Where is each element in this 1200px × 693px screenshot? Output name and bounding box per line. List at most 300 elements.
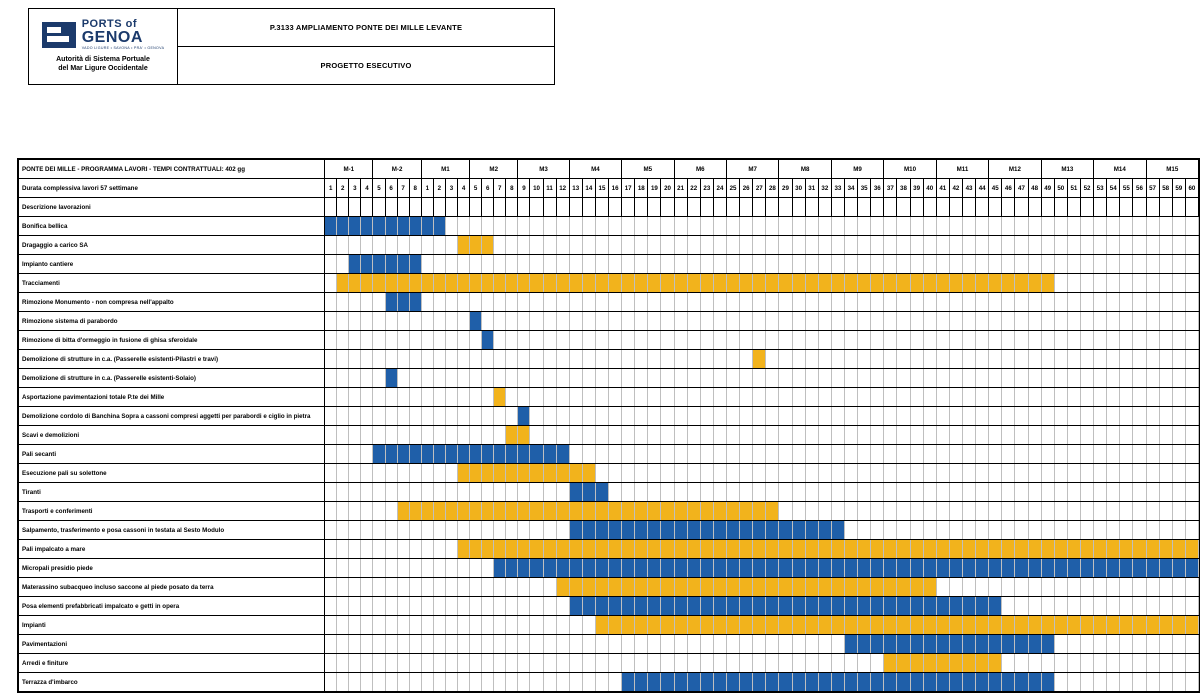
gantt-empty-cell	[674, 350, 687, 369]
gantt-empty-cell	[1146, 597, 1159, 616]
gantt-bar-cell	[727, 616, 740, 635]
gantt-empty-cell	[1133, 236, 1146, 255]
gantt-empty-cell	[1172, 312, 1185, 331]
gantt-bar-cell	[582, 274, 595, 293]
gantt-empty-cell	[1054, 274, 1067, 293]
gantt-empty-cell	[506, 217, 518, 236]
gantt-empty-cell	[962, 350, 975, 369]
section-cell	[543, 198, 556, 217]
gantt-bar-cell	[445, 274, 457, 293]
gantt-bar-cell	[595, 521, 608, 540]
gantt-task-row[interactable]	[19, 407, 1199, 426]
gantt-empty-cell	[433, 388, 445, 407]
gantt-bar-cell	[1054, 559, 1067, 578]
gantt-empty-cell	[1107, 407, 1120, 426]
gantt-bar-cell	[1133, 616, 1146, 635]
gantt-empty-cell	[622, 654, 635, 673]
gantt-empty-cell	[506, 635, 518, 654]
section-cell	[445, 198, 457, 217]
gantt-empty-cell	[661, 236, 674, 255]
gantt-empty-cell	[1159, 521, 1172, 540]
gantt-bar-cell	[482, 331, 494, 350]
gantt-empty-cell	[674, 217, 687, 236]
gantt-empty-cell	[470, 407, 482, 426]
gantt-task-row[interactable]	[19, 293, 1199, 312]
gantt-bar-cell	[818, 521, 831, 540]
gantt-empty-cell	[1094, 293, 1107, 312]
gantt-empty-cell	[1080, 654, 1093, 673]
gantt-empty-cell	[740, 483, 753, 502]
gantt-empty-cell	[385, 426, 397, 445]
gantt-empty-cell	[753, 426, 766, 445]
gantt-empty-cell	[1067, 369, 1080, 388]
gantt-empty-cell	[385, 578, 397, 597]
week-header: 49	[1041, 179, 1054, 198]
gantt-empty-cell	[582, 654, 595, 673]
gantt-empty-cell	[421, 369, 433, 388]
gantt-task-row[interactable]	[19, 578, 1199, 597]
gantt-empty-cell	[805, 331, 818, 350]
gantt-empty-cell	[884, 236, 897, 255]
gantt-bar-cell	[609, 540, 622, 559]
gantt-empty-cell	[1080, 502, 1093, 521]
gantt-bar-cell	[700, 521, 713, 540]
gantt-empty-cell	[687, 331, 700, 350]
gantt-empty-cell	[445, 426, 457, 445]
gantt-bar-cell	[458, 540, 470, 559]
month-header: M11	[936, 160, 988, 179]
gantt-bar-cell	[989, 559, 1002, 578]
gantt-bar-cell	[609, 559, 622, 578]
gantt-empty-cell	[818, 293, 831, 312]
gantt-empty-cell	[445, 369, 457, 388]
gantt-bar-cell	[661, 673, 674, 692]
gantt-empty-cell	[482, 293, 494, 312]
gantt-empty-cell	[661, 407, 674, 426]
gantt-bar-cell	[831, 559, 844, 578]
gantt-task-row[interactable]	[19, 388, 1199, 407]
gantt-empty-cell	[609, 673, 622, 692]
gantt-empty-cell	[409, 236, 421, 255]
gantt-bar-cell	[397, 445, 409, 464]
gantt-empty-cell	[556, 654, 569, 673]
gantt-empty-cell	[518, 673, 530, 692]
gantt-empty-cell	[1041, 597, 1054, 616]
gantt-empty-cell	[700, 255, 713, 274]
gantt-empty-cell	[1028, 331, 1041, 350]
gantt-empty-cell	[792, 350, 805, 369]
gantt-empty-cell	[1120, 217, 1133, 236]
gantt-empty-cell	[923, 388, 936, 407]
gantt-empty-cell	[1041, 654, 1054, 673]
week-header: 1	[421, 179, 433, 198]
gantt-empty-cell	[700, 635, 713, 654]
gantt-empty-cell	[844, 407, 857, 426]
gantt-empty-cell	[397, 407, 409, 426]
gantt-empty-cell	[1133, 331, 1146, 350]
gantt-empty-cell	[740, 426, 753, 445]
gantt-empty-cell	[884, 331, 897, 350]
gantt-bar-cell	[445, 445, 457, 464]
gantt-bar-cell	[949, 673, 962, 692]
gantt-empty-cell	[1107, 255, 1120, 274]
gantt-task-row[interactable]	[19, 502, 1199, 521]
gantt-bar-cell	[530, 445, 543, 464]
gantt-bar-cell	[470, 236, 482, 255]
gantt-bar-cell	[494, 464, 506, 483]
gantt-task-row[interactable]	[19, 616, 1199, 635]
gantt-empty-cell	[753, 255, 766, 274]
gantt-empty-cell	[361, 293, 373, 312]
gantt-task-row[interactable]	[19, 635, 1199, 654]
gantt-empty-cell	[458, 559, 470, 578]
section-cell	[1120, 198, 1133, 217]
gantt-empty-cell	[1028, 483, 1041, 502]
gantt-task-row[interactable]	[19, 312, 1199, 331]
gantt-empty-cell	[871, 350, 884, 369]
gantt-empty-cell	[1015, 369, 1028, 388]
gantt-empty-cell	[556, 521, 569, 540]
gantt-empty-cell	[753, 407, 766, 426]
gantt-empty-cell	[543, 255, 556, 274]
gantt-bar-cell	[910, 559, 923, 578]
section-cell	[1015, 198, 1028, 217]
gantt-empty-cell	[1028, 654, 1041, 673]
gantt-empty-cell	[1054, 312, 1067, 331]
week-header: 19	[648, 179, 661, 198]
gantt-empty-cell	[569, 445, 582, 464]
gantt-empty-cell	[1015, 350, 1028, 369]
section-label: Descrizione lavorazioni	[19, 198, 325, 217]
gantt-empty-cell	[433, 616, 445, 635]
gantt-empty-cell	[361, 236, 373, 255]
gantt-empty-cell	[373, 654, 385, 673]
gantt-empty-cell	[1094, 521, 1107, 540]
gantt-bar-cell	[897, 635, 910, 654]
gantt-empty-cell	[1015, 502, 1028, 521]
gantt-empty-cell	[1067, 578, 1080, 597]
gantt-empty-cell	[779, 350, 792, 369]
gantt-bar-cell	[753, 578, 766, 597]
project-title: P.3133 AMPLIAMENTO PONTE DEI MILLE LEVANTE	[178, 9, 554, 47]
gantt-empty-cell	[445, 293, 457, 312]
section-cell	[397, 198, 409, 217]
gantt-empty-cell	[556, 312, 569, 331]
gantt-bar-cell	[582, 578, 595, 597]
logo-ports-text: PORTS of	[81, 18, 138, 31]
gantt-empty-cell	[1067, 293, 1080, 312]
gantt-empty-cell	[648, 388, 661, 407]
gantt-empty-cell	[569, 255, 582, 274]
logo-cell	[29, 9, 178, 84]
gantt-empty-cell	[397, 483, 409, 502]
gantt-bar-cell	[458, 445, 470, 464]
gantt-bar-cell	[884, 597, 897, 616]
task-label: Tracciamenti	[19, 274, 325, 293]
gantt-empty-cell	[962, 293, 975, 312]
gantt-empty-cell	[989, 350, 1002, 369]
gantt-table	[18, 159, 1199, 692]
task-label: Bonifica bellica	[19, 217, 325, 236]
gantt-empty-cell	[1159, 426, 1172, 445]
gantt-empty-cell	[1015, 331, 1028, 350]
gantt-empty-cell	[582, 350, 595, 369]
week-header: 59	[1172, 179, 1185, 198]
gantt-empty-cell	[976, 407, 989, 426]
task-label: Rimozione Monumento - non compresa nell'appalto	[19, 293, 325, 312]
section-cell	[609, 198, 622, 217]
section-cell	[421, 198, 433, 217]
gantt-empty-cell	[1120, 464, 1133, 483]
gantt-empty-cell	[700, 464, 713, 483]
gantt-empty-cell	[1146, 502, 1159, 521]
gantt-task-row[interactable]	[19, 673, 1199, 692]
section-cell	[727, 198, 740, 217]
gantt-empty-cell	[923, 350, 936, 369]
gantt-empty-cell	[1133, 673, 1146, 692]
gantt-bar-cell	[923, 559, 936, 578]
gantt-empty-cell	[349, 312, 361, 331]
gantt-empty-cell	[582, 293, 595, 312]
gantt-empty-cell	[470, 217, 482, 236]
gantt-task-row[interactable]	[19, 654, 1199, 673]
gantt-empty-cell	[1067, 597, 1080, 616]
section-cell	[1080, 198, 1093, 217]
gantt-bar-cell	[349, 274, 361, 293]
gantt-empty-cell	[543, 369, 556, 388]
gantt-empty-cell	[923, 369, 936, 388]
gantt-empty-cell	[569, 673, 582, 692]
gantt-bar-cell	[661, 559, 674, 578]
gantt-empty-cell	[936, 331, 949, 350]
gantt-empty-cell	[910, 464, 923, 483]
gantt-empty-cell	[989, 217, 1002, 236]
gantt-empty-cell	[831, 635, 844, 654]
gantt-empty-cell	[897, 502, 910, 521]
gantt-bar-cell	[1185, 616, 1198, 635]
gantt-empty-cell	[373, 388, 385, 407]
gantt-empty-cell	[1067, 635, 1080, 654]
gantt-task-row[interactable]	[19, 236, 1199, 255]
gantt-empty-cell	[1067, 464, 1080, 483]
gantt-empty-cell	[397, 388, 409, 407]
gantt-bar-cell	[753, 559, 766, 578]
gantt-empty-cell	[482, 578, 494, 597]
gantt-empty-cell	[674, 293, 687, 312]
week-header: 27	[753, 179, 766, 198]
gantt-empty-cell	[445, 597, 457, 616]
week-header: 36	[871, 179, 884, 198]
gantt-empty-cell	[530, 255, 543, 274]
gantt-empty-cell	[1172, 236, 1185, 255]
month-header: M15	[1146, 160, 1199, 179]
ports-logo-icon	[42, 22, 76, 48]
gantt-task-row[interactable]	[19, 521, 1199, 540]
gantt-task-row[interactable]	[19, 464, 1199, 483]
week-header: 44	[976, 179, 989, 198]
gantt-empty-cell	[494, 293, 506, 312]
gantt-empty-cell	[595, 635, 608, 654]
gantt-empty-cell	[1172, 578, 1185, 597]
gantt-empty-cell	[1054, 578, 1067, 597]
gantt-empty-cell	[582, 369, 595, 388]
gantt-empty-cell	[713, 293, 726, 312]
gantt-empty-cell	[648, 635, 661, 654]
gantt-bar-cell	[1067, 616, 1080, 635]
gantt-empty-cell	[818, 502, 831, 521]
gantt-empty-cell	[1133, 293, 1146, 312]
gantt-empty-cell	[1120, 426, 1133, 445]
gantt-empty-cell	[766, 255, 779, 274]
gantt-bar-cell	[595, 483, 608, 502]
gantt-empty-cell	[518, 635, 530, 654]
gantt-empty-cell	[421, 255, 433, 274]
gantt-bar-cell	[622, 673, 635, 692]
gantt-empty-cell	[1172, 369, 1185, 388]
gantt-empty-cell	[923, 445, 936, 464]
gantt-empty-cell	[543, 388, 556, 407]
gantt-empty-cell	[1146, 445, 1159, 464]
gantt-empty-cell	[349, 350, 361, 369]
gantt-empty-cell	[805, 654, 818, 673]
gantt-empty-cell	[897, 217, 910, 236]
gantt-task-row[interactable]	[19, 274, 1199, 293]
gantt-empty-cell	[421, 236, 433, 255]
gantt-empty-cell	[1146, 483, 1159, 502]
gantt-empty-cell	[325, 464, 337, 483]
gantt-empty-cell	[530, 616, 543, 635]
gantt-empty-cell	[844, 426, 857, 445]
gantt-empty-cell	[687, 407, 700, 426]
gantt-empty-cell	[871, 236, 884, 255]
gantt-empty-cell	[687, 236, 700, 255]
gantt-empty-cell	[792, 426, 805, 445]
gantt-empty-cell	[766, 369, 779, 388]
section-cell	[361, 198, 373, 217]
gantt-bar-cell	[779, 540, 792, 559]
gantt-bar-cell	[831, 521, 844, 540]
gantt-empty-cell	[582, 426, 595, 445]
gantt-empty-cell	[409, 331, 421, 350]
gantt-empty-cell	[805, 369, 818, 388]
gantt-empty-cell	[740, 654, 753, 673]
gantt-empty-cell	[1107, 445, 1120, 464]
gantt-empty-cell	[458, 312, 470, 331]
gantt-empty-cell	[687, 293, 700, 312]
gantt-bar-cell	[687, 274, 700, 293]
gantt-task-row[interactable]	[19, 255, 1199, 274]
gantt-task-row[interactable]	[19, 559, 1199, 578]
gantt-task-row[interactable]	[19, 350, 1199, 369]
week-header: 13	[569, 179, 582, 198]
gantt-empty-cell	[858, 331, 871, 350]
gantt-bar-cell	[622, 540, 635, 559]
gantt-empty-cell	[831, 426, 844, 445]
gantt-empty-cell	[1041, 502, 1054, 521]
gantt-empty-cell	[805, 388, 818, 407]
gantt-empty-cell	[1080, 464, 1093, 483]
gantt-bar-cell	[871, 274, 884, 293]
section-cell	[409, 198, 421, 217]
week-header: 41	[936, 179, 949, 198]
gantt-task-row[interactable]	[19, 331, 1199, 350]
gantt-bar-cell	[753, 540, 766, 559]
gantt-empty-cell	[373, 635, 385, 654]
gantt-bar-cell	[871, 540, 884, 559]
gantt-empty-cell	[1028, 312, 1041, 331]
gantt-empty-cell	[1067, 217, 1080, 236]
gantt-empty-cell	[1054, 217, 1067, 236]
gantt-empty-cell	[1067, 388, 1080, 407]
gantt-empty-cell	[385, 483, 397, 502]
gantt-bar-cell	[766, 597, 779, 616]
gantt-empty-cell	[458, 521, 470, 540]
section-cell	[936, 198, 949, 217]
gantt-empty-cell	[421, 464, 433, 483]
gantt-empty-cell	[569, 388, 582, 407]
gantt-empty-cell	[361, 407, 373, 426]
gantt-empty-cell	[1172, 502, 1185, 521]
gantt-empty-cell	[595, 426, 608, 445]
gantt-empty-cell	[936, 236, 949, 255]
gantt-empty-cell	[361, 502, 373, 521]
gantt-bar-cell	[622, 597, 635, 616]
gantt-empty-cell	[897, 521, 910, 540]
gantt-bar-cell	[713, 616, 726, 635]
gantt-empty-cell	[635, 236, 648, 255]
authority-line-1: Autorità di Sistema Portuale	[56, 56, 150, 64]
gantt-empty-cell	[385, 502, 397, 521]
gantt-empty-cell	[1133, 426, 1146, 445]
gantt-empty-cell	[635, 331, 648, 350]
section-cell	[648, 198, 661, 217]
gantt-empty-cell	[349, 597, 361, 616]
gantt-empty-cell	[1185, 635, 1198, 654]
gantt-task-row[interactable]	[19, 217, 1199, 236]
gantt-empty-cell	[470, 350, 482, 369]
gantt-task-row[interactable]	[19, 540, 1199, 559]
gantt-empty-cell	[595, 312, 608, 331]
gantt-empty-cell	[373, 331, 385, 350]
gantt-bar-cell	[1172, 616, 1185, 635]
gantt-empty-cell	[1146, 654, 1159, 673]
gantt-empty-cell	[1080, 426, 1093, 445]
gantt-empty-cell	[569, 236, 582, 255]
gantt-empty-cell	[506, 293, 518, 312]
gantt-task-row[interactable]	[19, 426, 1199, 445]
week-header: 8	[409, 179, 421, 198]
week-header: 18	[635, 179, 648, 198]
gantt-empty-cell	[373, 483, 385, 502]
gantt-empty-cell	[1015, 464, 1028, 483]
gantt-task-row[interactable]	[19, 445, 1199, 464]
gantt-empty-cell	[506, 654, 518, 673]
gantt-empty-cell	[1094, 388, 1107, 407]
gantt-empty-cell	[470, 426, 482, 445]
gantt-task-row[interactable]	[19, 597, 1199, 616]
gantt-empty-cell	[530, 635, 543, 654]
gantt-empty-cell	[962, 483, 975, 502]
gantt-empty-cell	[674, 312, 687, 331]
gantt-bar-cell	[409, 255, 421, 274]
gantt-empty-cell	[687, 217, 700, 236]
gantt-empty-cell	[792, 483, 805, 502]
gantt-empty-cell	[482, 312, 494, 331]
gantt-empty-cell	[518, 597, 530, 616]
gantt-empty-cell	[1133, 388, 1146, 407]
gantt-task-row[interactable]	[19, 483, 1199, 502]
gantt-task-row[interactable]	[19, 369, 1199, 388]
